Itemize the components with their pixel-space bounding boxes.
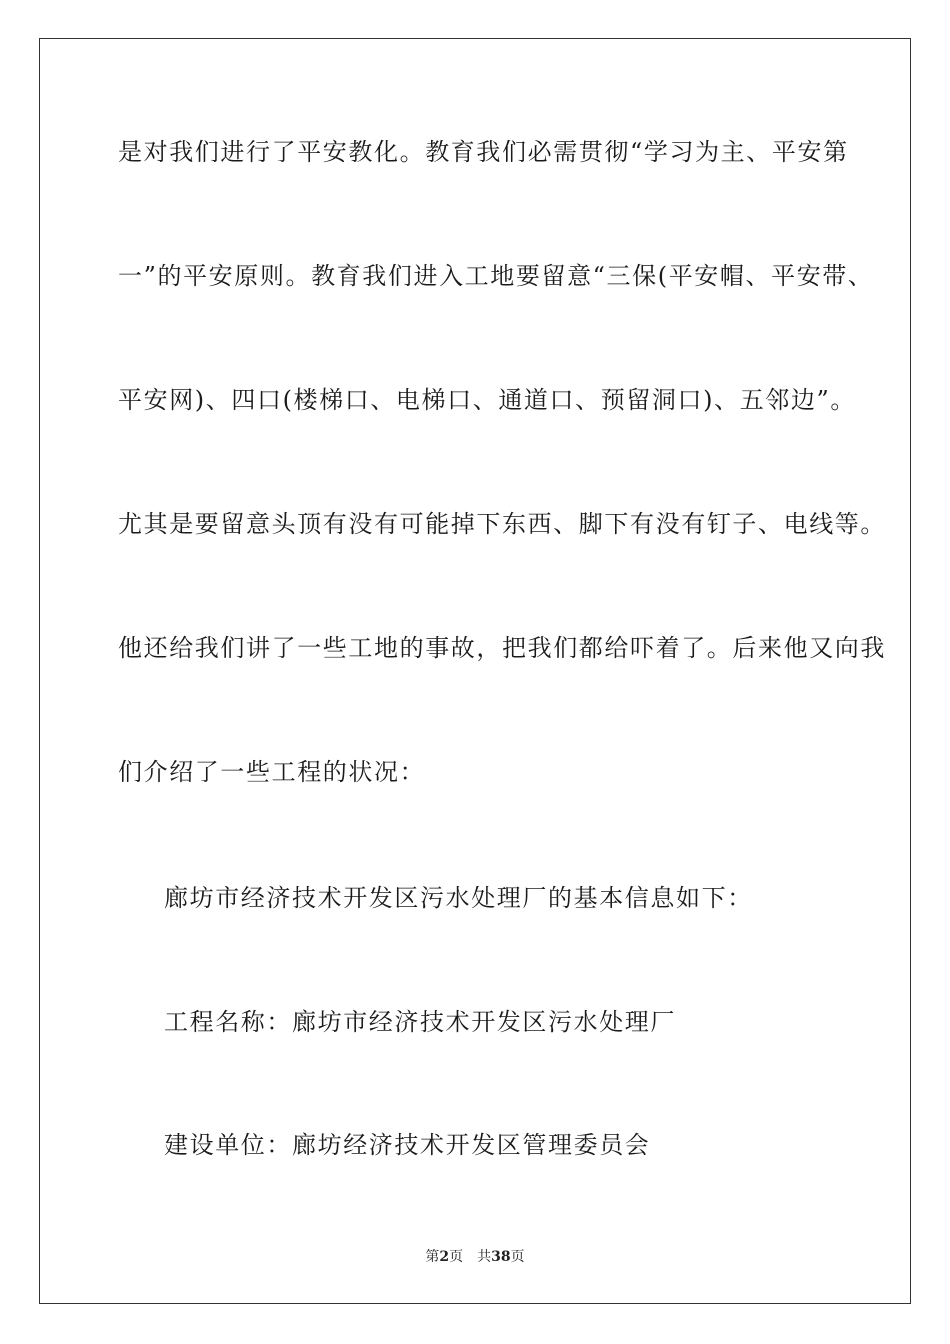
footer-total-pages: 38	[491, 1249, 511, 1265]
body-text-line: 一”的平安原则。教育我们进入工地要留意“三保(平安帽、平安带、	[118, 262, 874, 290]
body-text-line: 是对我们进行了平安教化。教育我们必需贯彻“学习为主、平安第	[118, 138, 849, 166]
page-footer	[0, 1248, 950, 1266]
body-text-line: 们介绍了一些工程的状况：	[118, 758, 426, 786]
footer-page-number: 2	[439, 1249, 450, 1265]
page-border	[39, 38, 911, 1304]
project-name-line: 工程名称：廊坊市经济技术开发区污水处理厂	[164, 1008, 676, 1036]
body-text-line: 尤其是要留意头顶有没有可能掉下东西、脚下有没有钉子、电线等。	[118, 510, 886, 538]
body-text-line: 平安网)、四口(楼梯口、电梯口、通道口、预留洞口)、五邻边”。	[118, 386, 856, 414]
footer-total-suffix: 页	[510, 1249, 525, 1265]
body-text-line: 他还给我们讲了一些工地的事故，把我们都给吓着了。后来他又向我	[118, 634, 886, 662]
construction-unit-line: 建设单位：廊坊经济技术开发区管理委员会	[164, 1131, 651, 1159]
info-heading: 廊坊市经济技术开发区污水处理厂的基本信息如下：	[164, 884, 753, 912]
footer-page-prefix: 第	[425, 1249, 440, 1265]
footer-page-suffix: 页	[449, 1249, 464, 1265]
footer-total-prefix: 共	[477, 1249, 492, 1265]
